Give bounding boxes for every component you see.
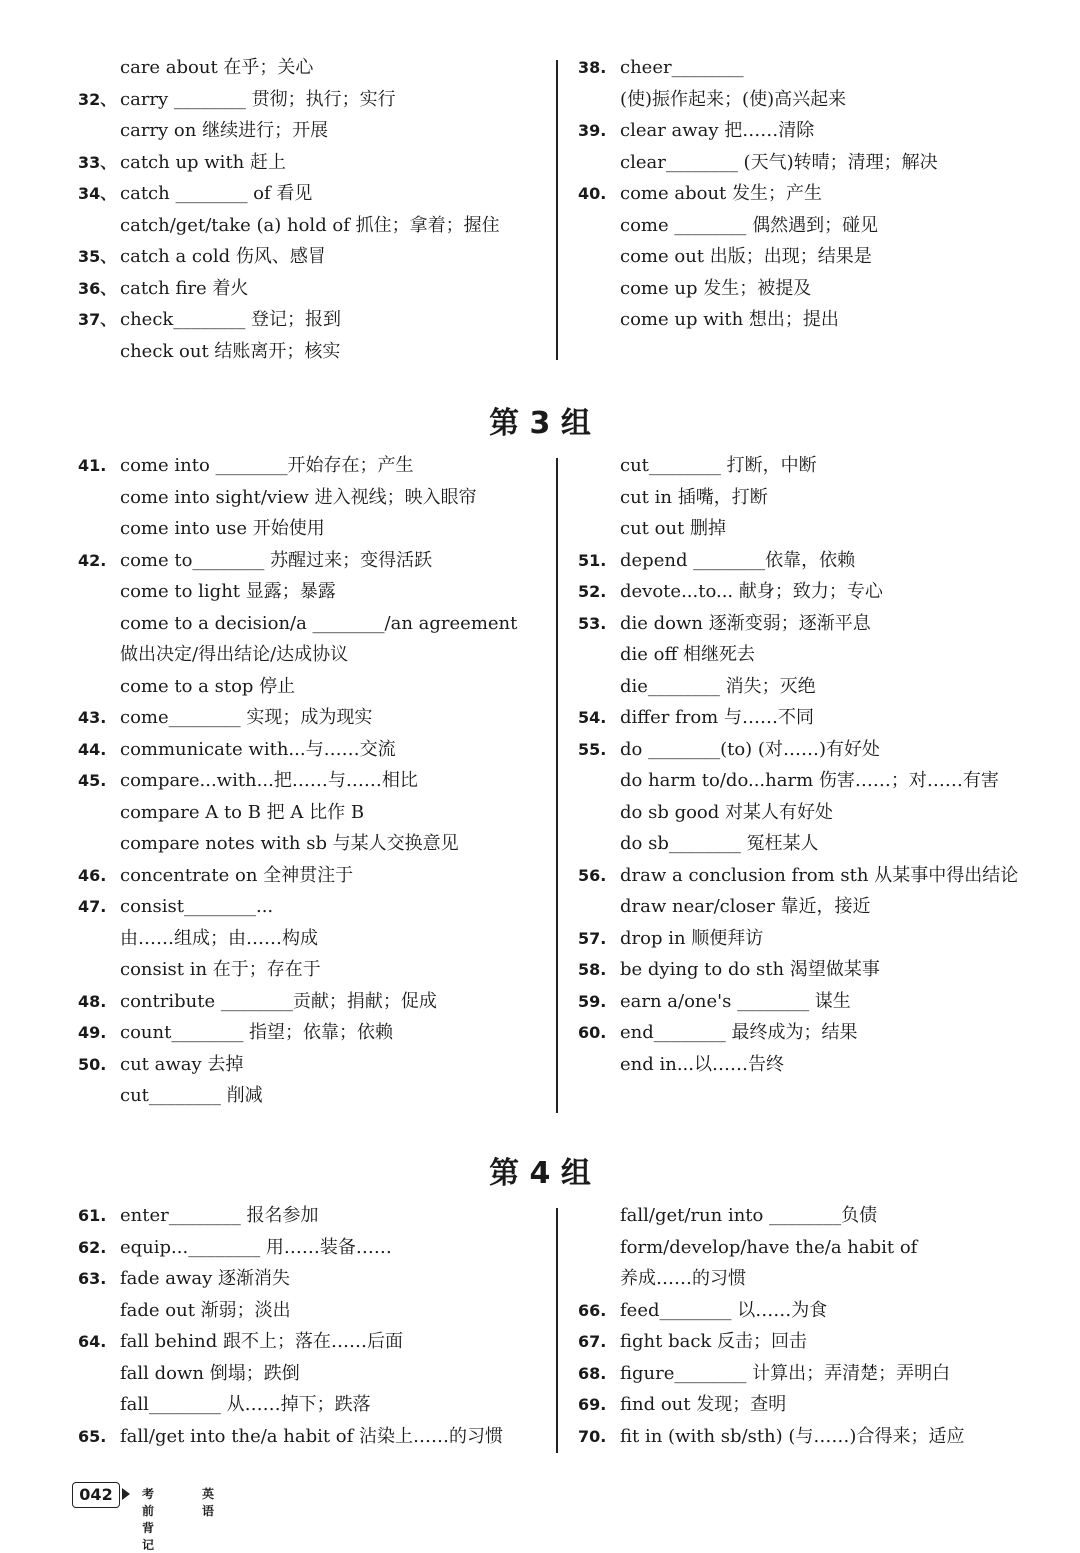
entry-text: check________ 登记；报到 (120, 309, 342, 330)
entry-text: feed________ 以……为食 (620, 1299, 828, 1321)
vocab-entry (78, 1326, 548, 1358)
vocab-entry (78, 115, 548, 147)
entry-number: 36、 (78, 278, 117, 298)
entry-text: come up 发生；被提及 (620, 277, 812, 299)
entry-text: cut out 删掉 (620, 518, 727, 539)
vocab-entry (578, 1295, 1048, 1327)
entry-text: fight back 反击；回击 (620, 1331, 808, 1352)
entry-text: come to________ 苏醒过来；变得活跃 (120, 549, 433, 571)
vocab-entry (78, 860, 548, 892)
entry-text: enter________ 报名参加 (120, 1205, 319, 1226)
entry-number: 54. (578, 708, 607, 727)
vocab-entry (578, 986, 1048, 1018)
entry-text: fall behind 跟不上；落在……后面 (120, 1331, 403, 1352)
entry-number: 56. (578, 865, 607, 885)
entry-number: 45. (78, 771, 107, 790)
entry-text: cut________ 打断，中断 (620, 455, 817, 476)
entry-text: fade out 渐弱；淡出 (120, 1299, 291, 1321)
vocab-entry (78, 1049, 548, 1081)
vocab-entry (78, 639, 548, 671)
entry-text: concentrate on 全神贯注于 (120, 864, 354, 886)
entry-number: 61. (78, 1206, 107, 1225)
vocab-entry (578, 954, 1048, 986)
vocab-entry (78, 1421, 548, 1453)
entry-text: do sb________ 冤枉某人 (620, 833, 819, 854)
entry-text: end in...以……告终 (620, 1053, 785, 1075)
entry-text: do harm to/do...harm 伤害……；对……有害 (620, 770, 999, 791)
section-1-left-column (78, 52, 548, 367)
entry-text: 由……组成；由……构成 (120, 927, 318, 949)
vocab-entry (78, 954, 548, 986)
vocab-entry (78, 1080, 548, 1112)
entry-text: come out 出版；出现；结果是 (620, 246, 872, 267)
section-3-right-column (578, 1200, 1048, 1452)
entry-text: carry on 继续进行；开展 (120, 120, 329, 141)
entry-text: 养成……的习惯 (620, 1268, 746, 1289)
vocab-entry (78, 1295, 548, 1327)
vocab-entry (78, 336, 548, 368)
vocab-entry (578, 210, 1048, 242)
entry-number: 62. (78, 1237, 107, 1257)
entry-text: compare...with...把……与……相比 (120, 770, 418, 791)
entry-text: compare A to B 把 A 比作 B (120, 801, 365, 823)
entry-number: 57. (578, 928, 607, 948)
vocab-entry (78, 1263, 548, 1295)
vocab-entry (578, 639, 1048, 671)
entry-text: fade away 逐渐消失 (120, 1268, 291, 1289)
entry-number: 35、 (78, 247, 117, 266)
entry-text: communicate with...与……交流 (120, 738, 396, 760)
entry-text: fall down 倒塌；跌倒 (120, 1362, 300, 1384)
column-divider (556, 458, 558, 1113)
vocab-entry (578, 828, 1048, 860)
entry-text: come to a decision/a ________/an agreement (120, 612, 518, 634)
entry-text: depend ________依靠，依赖 (620, 549, 856, 571)
vocab-entry (578, 734, 1048, 766)
entry-text: come into sight/view 进入视线；映入眼帘 (120, 486, 477, 508)
entry-number: 37、 (78, 310, 117, 329)
vocab-entry (78, 1358, 548, 1390)
entry-number: 63. (78, 1269, 107, 1288)
entry-number: 67. (578, 1332, 607, 1351)
vocab-entry (78, 891, 548, 923)
vocab-entry (578, 1017, 1048, 1049)
entry-text: come to light 显露；暴露 (120, 581, 336, 602)
entry-text: cheer________ (620, 57, 744, 78)
vocab-entry (578, 891, 1048, 923)
entry-text: figure________ 计算出；弄清楚；弄明白 (620, 1362, 951, 1384)
vocab-entry (578, 545, 1048, 577)
entry-text: come into ________开始存在；产生 (120, 455, 414, 476)
entry-text: catch fire 着火 (120, 277, 249, 299)
entry-number: 42. (78, 550, 107, 570)
group-heading-3: 第 3 组 (489, 406, 591, 441)
entry-number: 51. (578, 550, 607, 570)
entry-text: catch up with 赶上 (120, 151, 286, 173)
vocab-entry (78, 84, 548, 116)
entry-text: consist in 在于；存在于 (120, 959, 321, 980)
vocab-entry (578, 304, 1048, 336)
section-3-left-column (78, 1200, 548, 1452)
entry-number: 68. (578, 1363, 607, 1383)
entry-text: come up with 想出；提出 (620, 309, 839, 330)
vocab-entry (578, 513, 1048, 545)
entry-number: 47. (78, 897, 107, 916)
vocab-entry (78, 702, 548, 734)
entry-text: cut________ 削减 (120, 1085, 263, 1106)
vocab-entry (578, 52, 1048, 84)
section-2-right-column (578, 450, 1048, 1080)
vocab-entry (78, 797, 548, 829)
vocab-entry (578, 1421, 1048, 1453)
entry-number: 46. (78, 865, 107, 885)
vocab-entry (78, 1200, 548, 1232)
vocab-entry (78, 482, 548, 514)
vocab-entry (78, 52, 548, 84)
vocab-entry (578, 860, 1048, 892)
entry-text: die off 相继死去 (620, 644, 755, 665)
entry-number: 33、 (78, 152, 117, 172)
entry-number: 52. (578, 582, 607, 601)
entry-text: die down 逐渐变弱；逐渐平息 (620, 612, 871, 634)
entry-text: devote...to... 献身；致力；专心 (620, 581, 883, 602)
vocab-entry (578, 1326, 1048, 1358)
entry-number: 66. (578, 1300, 607, 1320)
vocab-entry (578, 923, 1048, 955)
entry-number: 32、 (78, 89, 117, 109)
entry-number: 59. (578, 991, 607, 1011)
vocab-entry (78, 273, 548, 305)
column-divider (556, 1208, 558, 1453)
entry-text: count________ 指望；依靠；依赖 (120, 1022, 394, 1043)
entry-number: 64. (78, 1332, 107, 1351)
entry-number: 48. (78, 991, 107, 1011)
vocab-entry (78, 304, 548, 336)
entry-text: come about 发生；产生 (620, 183, 822, 204)
entry-text: equip...________ 用……装备…… (120, 1236, 392, 1258)
vocab-entry (578, 1263, 1048, 1295)
vocab-entry (578, 178, 1048, 210)
entry-number: 44. (78, 739, 107, 759)
vocab-entry (578, 671, 1048, 703)
vocab-entry (578, 273, 1048, 305)
entry-text: drop in 顺便拜访 (620, 927, 764, 949)
entry-number: 39. (578, 121, 607, 140)
entry-text: (使)振作起来；(使)高兴起来 (620, 88, 847, 110)
entry-text: die________ 消失；灭绝 (620, 675, 816, 697)
vocab-entry (78, 545, 548, 577)
group-heading-4: 第 4 组 (489, 1156, 591, 1191)
section-1-right-column (578, 52, 1048, 336)
entry-number: 43. (78, 708, 107, 727)
vocab-entry (578, 576, 1048, 608)
entry-text: find out 发现；查明 (620, 1394, 787, 1415)
entry-text: fall/get into the/a habit of 沾染上……的习惯 (120, 1425, 504, 1447)
section-2-left-column (78, 450, 548, 1112)
entry-text: draw near/closer 靠近，接近 (620, 896, 871, 917)
entry-text: do ________(to) (对……)有好处 (620, 738, 880, 760)
column-divider (556, 60, 558, 360)
entry-text: do sb good 对某人有好处 (620, 801, 834, 823)
entry-text: catch/get/take (a) hold of 抓住；拿着；握住 (120, 214, 500, 236)
entry-text: compare notes with sb 与某人交换意见 (120, 833, 459, 854)
vocab-entry (578, 115, 1048, 147)
vocab-entry (78, 828, 548, 860)
entry-number: 65. (78, 1426, 107, 1446)
entry-text: end________ 最终成为；结果 (620, 1022, 858, 1043)
entry-number: 58. (578, 960, 607, 979)
entry-text: catch ________ of 看见 (120, 183, 313, 204)
entry-text: form/develop/have the/a habit of (620, 1236, 918, 1258)
entry-number: 50. (78, 1054, 107, 1074)
vocab-entry (578, 702, 1048, 734)
entry-text: care about 在乎；关心 (120, 57, 314, 78)
entry-text: come into use 开始使用 (120, 518, 325, 539)
vocab-entry (578, 608, 1048, 640)
entry-number: 69. (578, 1395, 607, 1414)
entry-text: clear________ (天气)转晴；清理；解决 (620, 151, 938, 173)
entry-number: 40. (578, 184, 607, 203)
vocab-entry (78, 765, 548, 797)
vocab-entry (578, 1200, 1048, 1232)
entry-text: carry ________ 贯彻；执行；实行 (120, 88, 396, 110)
vocab-entry (578, 1232, 1048, 1264)
vocab-entry (578, 147, 1048, 179)
entry-number: 53. (578, 613, 607, 633)
entry-number: 34、 (78, 184, 117, 203)
entry-text: differ from 与……不同 (620, 707, 814, 728)
entry-text: consist________... (120, 896, 274, 917)
entry-text: fit in (with sb/sth) (与……)合得来；适应 (620, 1425, 965, 1447)
entry-text: fall________ 从……掉下；跌落 (120, 1394, 371, 1415)
vocab-entry (578, 84, 1048, 116)
entry-number: 41. (78, 456, 107, 475)
entry-number: 49. (78, 1023, 107, 1042)
vocab-entry (78, 734, 548, 766)
vocab-entry (78, 241, 548, 273)
vocab-entry (578, 765, 1048, 797)
entry-text: cut in 插嘴，打断 (620, 486, 768, 508)
vocab-entry (78, 1389, 548, 1421)
vocab-entry (578, 1389, 1048, 1421)
play-arrow-icon (122, 1488, 130, 1500)
entry-text: draw a conclusion from sth 从某事中得出结论 (620, 864, 1019, 886)
entry-text: come ________ 偶然遇到；碰见 (620, 214, 879, 236)
entry-number: 55. (578, 739, 607, 759)
entry-text: check out 结账离开；核实 (120, 340, 341, 362)
vocab-entry (78, 608, 548, 640)
vocab-entry (78, 450, 548, 482)
entry-number: 38. (578, 58, 607, 77)
vocab-entry (78, 986, 548, 1018)
entry-text: fall/get/run into ________负债 (620, 1205, 878, 1226)
vocab-entry (78, 178, 548, 210)
vocab-entry (578, 450, 1048, 482)
entry-text: 做出决定/得出结论/达成协议 (120, 644, 349, 665)
page-number: 042 (72, 1482, 120, 1508)
entry-text: catch a cold 伤风、感冒 (120, 246, 326, 267)
vocab-entry (78, 671, 548, 703)
subject-label: 英语 (202, 1487, 215, 1518)
vocab-entry (578, 482, 1048, 514)
entry-text: earn a/one's ________ 谋生 (620, 990, 851, 1012)
vocab-entry (78, 923, 548, 955)
entry-number: 70. (578, 1426, 607, 1446)
vocab-entry (578, 1049, 1048, 1081)
vocab-entry (78, 147, 548, 179)
entry-text: be dying to do sth 渴望做某事 (620, 959, 880, 980)
vocab-entry (78, 210, 548, 242)
entry-text: come________ 实现；成为现实 (120, 707, 373, 728)
entry-text: contribute ________贡献；捐献；促成 (120, 990, 437, 1012)
vocab-entry (78, 513, 548, 545)
vocab-entry (78, 1232, 548, 1264)
entry-text: come to a stop 停止 (120, 675, 296, 697)
entry-text: clear away 把……清除 (620, 120, 815, 141)
vocab-entry (78, 576, 548, 608)
vocab-entry (578, 797, 1048, 829)
vocab-entry (578, 241, 1048, 273)
entry-text: cut away 去掉 (120, 1053, 244, 1075)
book-name: 考前背记 (142, 1487, 155, 1552)
entry-number: 60. (578, 1023, 607, 1042)
vocab-entry (78, 1017, 548, 1049)
vocab-entry (578, 1358, 1048, 1390)
